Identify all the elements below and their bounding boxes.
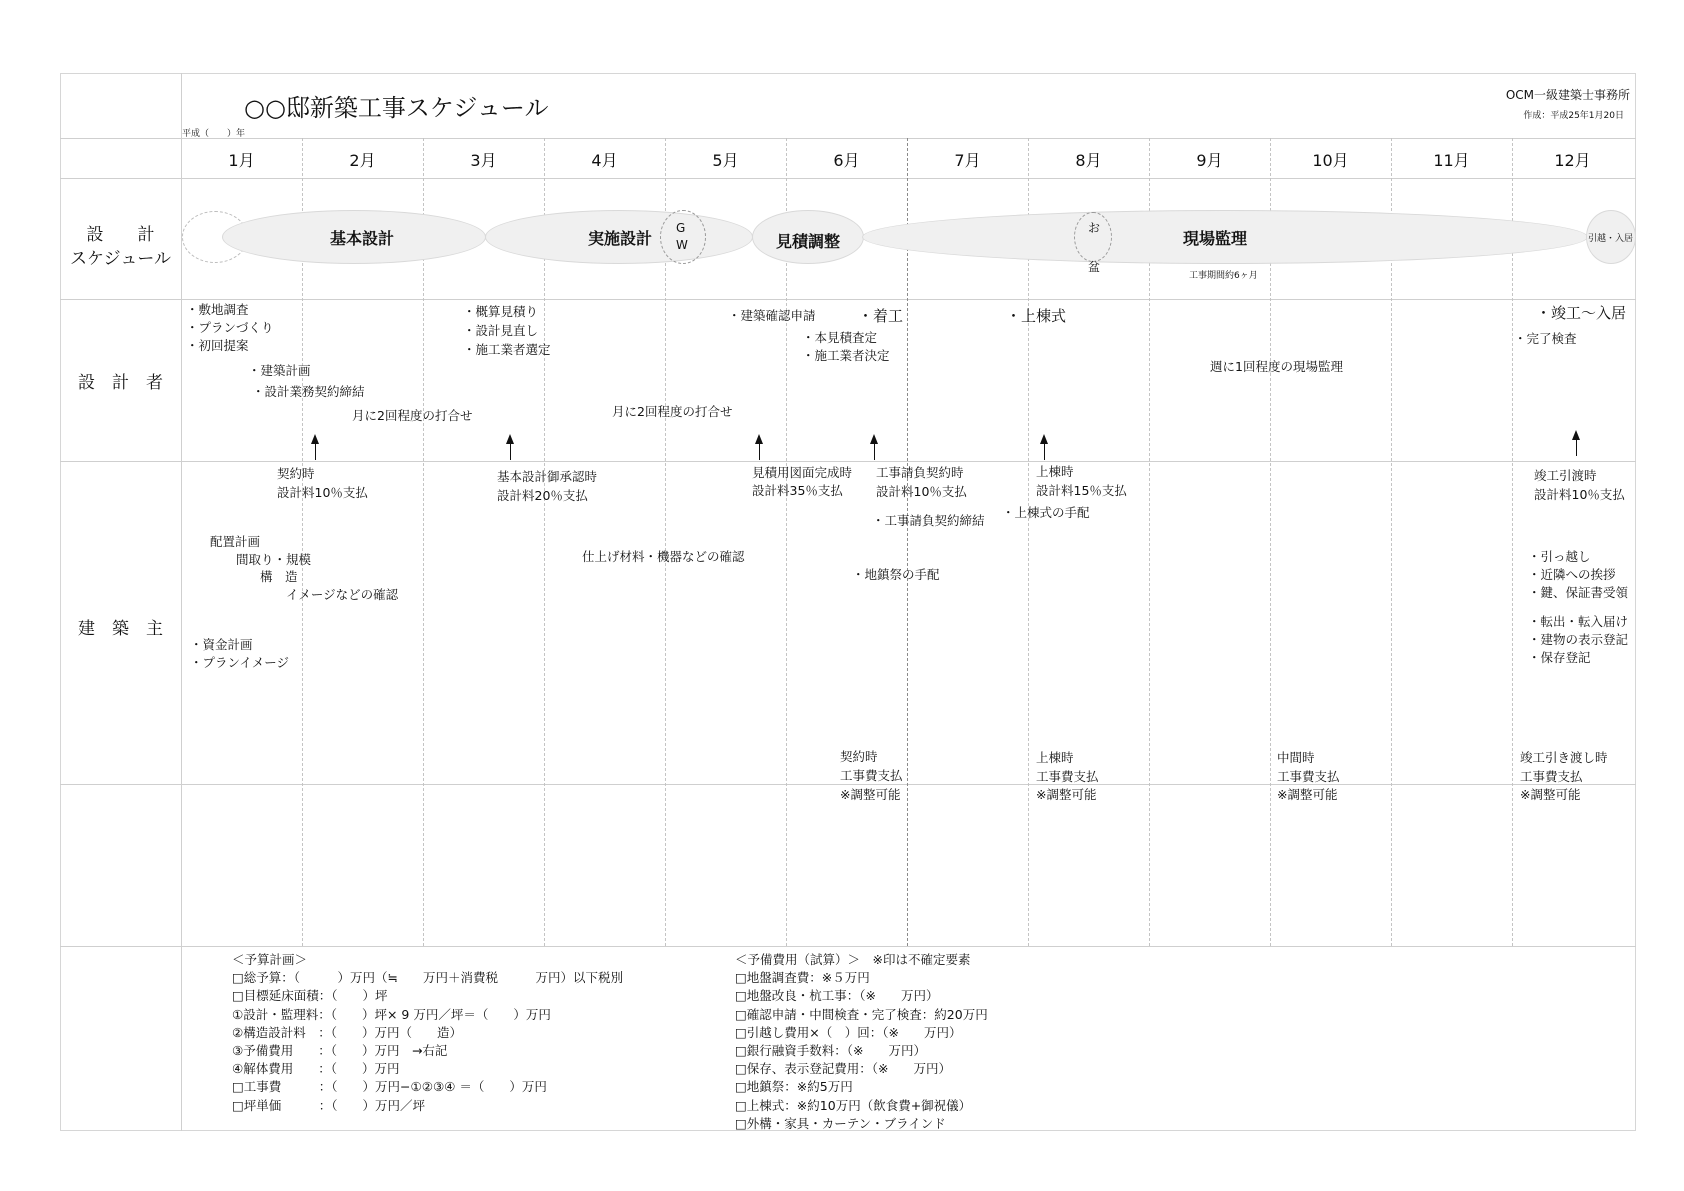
month-label: 6月 <box>833 151 860 170</box>
fee-payment-amount: 設計料10％支払 <box>1534 487 1625 502</box>
month-label: 3月 <box>470 151 497 170</box>
construction-period: 工事期間約6ヶ月 <box>1189 271 1258 281</box>
budget-item: ③予備費用 ：（ ）万円 →右記 <box>232 1043 448 1059</box>
month-label: 1月 <box>228 151 255 170</box>
construction-payment-label: 工事費支払 <box>1036 769 1099 784</box>
reserve-item: □地鎮祭：※約5万円 <box>735 1079 853 1095</box>
designer-task: ・施工業者決定 <box>802 348 890 363</box>
reserve-section <box>735 951 988 1133</box>
phase-supervision-label: 現場監理 <box>1183 229 1248 248</box>
designer-task: ・本見積査定 <box>802 330 878 345</box>
owner-task: ・資金計画 <box>190 637 253 652</box>
fee-payment-timing: 契約時 <box>277 466 315 481</box>
owner-task: ・保存登記 <box>1528 650 1591 665</box>
construction-payment-timing: 契約時 <box>840 749 878 764</box>
half-year-divider <box>907 138 908 946</box>
reserve-item: □保存、表示登記費用：（※ 万円） <box>735 1061 952 1077</box>
designer-task: ・設計見直し <box>463 323 539 338</box>
month-label: 7月 <box>954 151 981 170</box>
designer-meeting-note: 月に2回程度の打合せ <box>352 408 473 423</box>
row-label-schedule-2: スケジュール <box>70 249 171 269</box>
obon-label-bon: 盆 <box>1088 260 1101 274</box>
milestone-completion: ・竣工〜入居 <box>1536 304 1627 322</box>
phase-estimate-label: 見積調整 <box>776 232 841 251</box>
owner-task: ・工事請負契約締結 <box>872 513 985 528</box>
reserve-item: □地盤調査費：※５万円 <box>735 970 870 986</box>
divider-extra <box>60 946 1636 947</box>
owner-task: ・近隣への挨拶 <box>1528 567 1616 582</box>
year-label: 平成（ ）年 <box>182 129 246 139</box>
month-label: 9月 <box>1196 151 1223 170</box>
month-label: 12月 <box>1554 151 1591 170</box>
designer-meeting-note: 月に2回程度の打合せ <box>612 404 733 419</box>
construction-payment-note: ※調整可能 <box>1520 787 1581 802</box>
designer-task: ・完了検査 <box>1514 331 1577 346</box>
owner-task: ・鍵、保証書受領 <box>1528 585 1629 600</box>
designer-task: ・敷地調査 <box>186 302 249 317</box>
fee-payment-timing: 竣工引渡時 <box>1534 468 1597 483</box>
designer-task: ・プランづくり <box>186 320 274 335</box>
reserve-item: □地盤改良・杭工事：（※ 万円） <box>735 988 939 1004</box>
construction-payment-label: 工事費支払 <box>1277 769 1340 784</box>
month-divider <box>1512 138 1513 946</box>
designer-task: ・設計業務契約締結 <box>252 384 365 399</box>
month-label: 11月 <box>1433 151 1470 170</box>
designer-task: ・初回提案 <box>186 338 249 353</box>
owner-task: イメージなどの確認 <box>286 587 399 602</box>
fee-payment-amount: 設計料20％支払 <box>497 488 588 503</box>
fee-payment-timing: 見積用図面完成時 <box>752 465 853 480</box>
divider-header <box>60 138 1636 139</box>
month-label: 8月 <box>1075 151 1102 170</box>
owner-task: 仕上げ材料・機器などの確認 <box>582 549 745 564</box>
reserve-title: ＜予備費用（試算）＞ ※印は不確定要素 <box>735 952 971 967</box>
milestone-start: ・着工 <box>858 307 904 325</box>
reserve-item: □確認申請・中間検査・完了検査：約20万円 <box>735 1006 988 1022</box>
gw-label-g: G <box>676 221 686 235</box>
owner-task: ・地鎮祭の手配 <box>852 567 940 582</box>
construction-payment-timing: 竣工引き渡し時 <box>1520 750 1608 765</box>
row-label-designer: 設 計 者 <box>78 373 163 393</box>
phase-moving-label: 引越・入居 <box>1588 234 1634 244</box>
designer-task: ・建築計画 <box>248 363 311 378</box>
construction-payment-label: 工事費支払 <box>840 768 903 783</box>
row-label-owner: 建 築 主 <box>78 619 163 639</box>
budget-item: ④解体費用 ：（ ）万円 <box>232 1061 400 1077</box>
construction-payment-note: ※調整可能 <box>1036 787 1097 802</box>
gw-circle <box>660 210 706 264</box>
divider-designer <box>60 461 1636 462</box>
fee-payment-timing: 工事請負契約時 <box>876 465 964 480</box>
milestone-ridge: ・上棟式 <box>1006 307 1067 325</box>
fee-payment-timing: 上棟時 <box>1036 464 1074 479</box>
construction-payment-timing: 上棟時 <box>1036 750 1074 765</box>
fee-payment-amount: 設計料10％支払 <box>277 485 368 500</box>
month-label: 10月 <box>1312 151 1349 170</box>
fee-payment-amount: 設計料10％支払 <box>876 484 967 499</box>
gw-label-w: W <box>676 238 688 252</box>
budget-item: ②構造設計料 ：（ ）万円（ 造） <box>232 1024 462 1040</box>
budget-item: □工事費 ：（ ）万円−①②③④ ＝（ ）万円 <box>232 1079 547 1095</box>
construction-payment-timing: 中間時 <box>1277 750 1315 765</box>
fee-payment-amount: 設計料35％支払 <box>752 483 843 498</box>
owner-task: ・建物の表示登記 <box>1528 632 1629 647</box>
month-label: 5月 <box>712 151 739 170</box>
reserve-item: □上棟式：※約10万円（飲食費+御祝儀） <box>735 1097 972 1113</box>
fee-payment-timing: 基本設計御承認時 <box>497 469 598 484</box>
divider-schedule <box>60 299 1636 300</box>
owner-task: 間取り・規模 <box>236 552 312 567</box>
row-label-schedule-1: 設 計 <box>86 225 155 245</box>
designer-task: ・施工業者選定 <box>463 342 551 357</box>
created-date: 作成：平成25年1月20日 <box>1523 111 1624 121</box>
construction-payment-note: ※調整可能 <box>1277 787 1338 802</box>
owner-task: 配置計画 <box>210 534 261 549</box>
phase-basic-design-label: 基本設計 <box>330 229 395 248</box>
reserve-item: □銀行融資手数料：（※ 万円） <box>735 1043 927 1059</box>
owner-task: ・引っ越し <box>1528 549 1591 564</box>
budget-item: □坪単価 ：（ ）万円／坪 <box>232 1097 426 1113</box>
reserve-item: □外構・家具・カーテン・ブラインド <box>735 1115 946 1131</box>
budget-title: ＜予算計画＞ <box>232 952 308 967</box>
owner-task: ・プランイメージ <box>190 655 290 670</box>
budget-item: □目標延床面積：（ ）坪 <box>232 988 388 1004</box>
designer-task: ・建築確認申請 <box>728 308 816 323</box>
obon-label-o: お <box>1088 221 1101 235</box>
budget-item: □総予算：（ ）万円（≒ 万円＋消費税 万円）以下税別 <box>232 970 624 986</box>
budget-section <box>232 951 623 1115</box>
month-label: 4月 <box>591 151 618 170</box>
construction-payment-label: 工事費支払 <box>1520 769 1583 784</box>
reserve-item: □引越し費用×（ ）回：（※ 万円） <box>735 1024 962 1040</box>
owner-task: ・転出・転入届け <box>1528 614 1629 629</box>
phase-detail-design-label: 実施設計 <box>588 229 653 248</box>
fee-payment-amount: 設計料15％支払 <box>1036 483 1127 498</box>
designer-task: ・概算見積り <box>463 304 539 319</box>
month-label: 2月 <box>349 151 376 170</box>
owner-task: ・上棟式の手配 <box>1002 505 1090 520</box>
budget-item: ①設計・監理料：（ ）坪× 9 万円／坪＝（ ）万円 <box>232 1006 551 1022</box>
construction-payment-note: ※調整可能 <box>840 787 901 802</box>
divider-months <box>60 178 1636 179</box>
company-name: OCM一級建築士事務所 <box>1505 88 1630 102</box>
designer-supervision-note: 週に1回程度の現場監理 <box>1210 359 1343 374</box>
owner-task: 構 造 <box>260 569 298 584</box>
page-title: ○○邸新築工事スケジュール <box>244 94 549 122</box>
